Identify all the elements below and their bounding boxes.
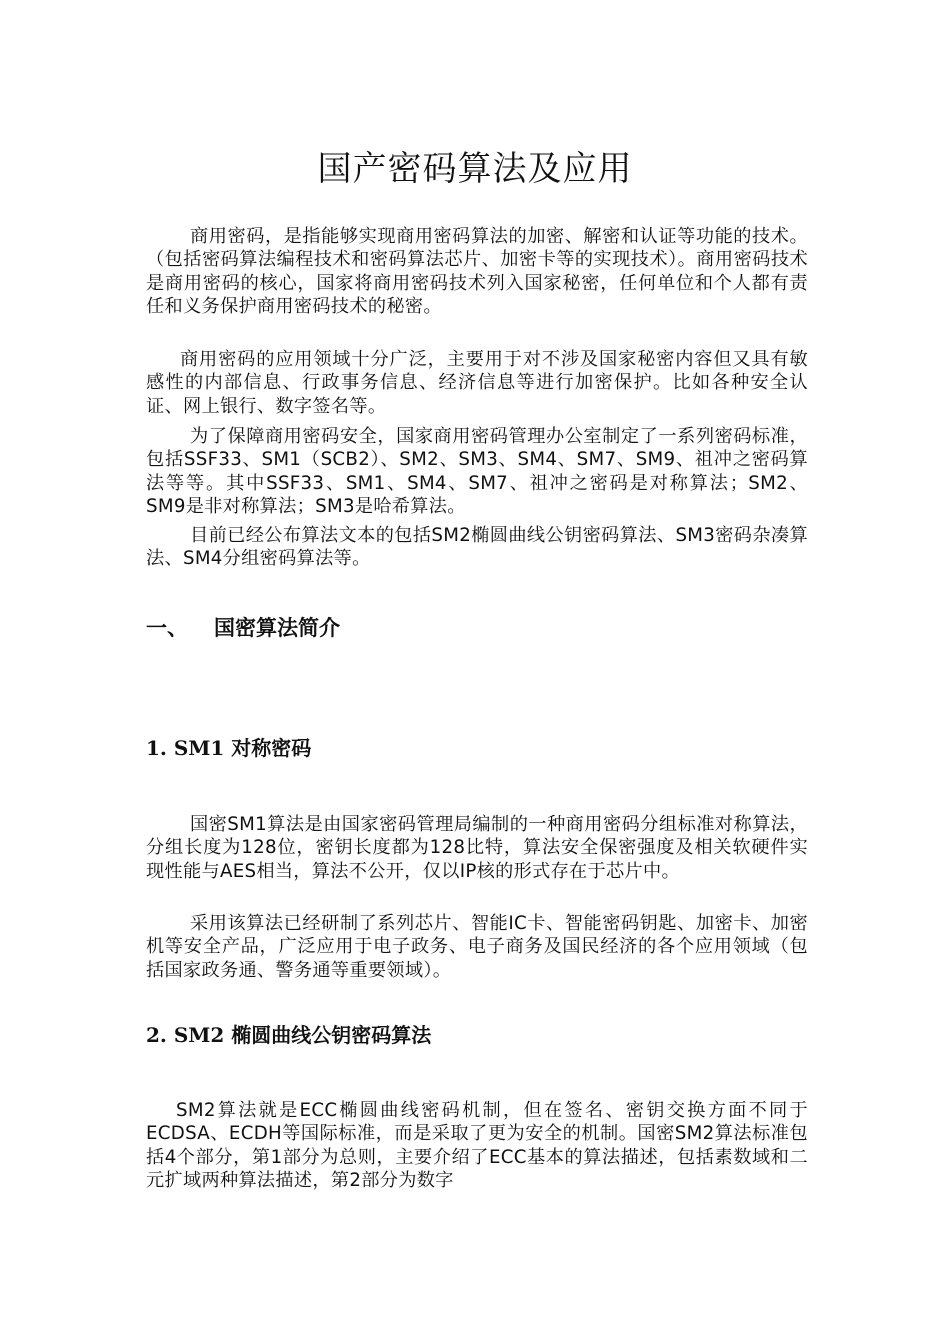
section-heading-1	[146, 613, 340, 643]
intro-paragraph-4: 目前已经公布算法文本的包括SM2椭圆曲线公钥密码算法、SM3密码杂凑算法、SM4分组密码算法等。	[146, 525, 808, 570]
intro-paragraph-1: 商用密码，是指能够实现商用密码算法的加密、解密和认证等功能的技术。（包括密码算法编程技术和密码算法芯片、加密卡等的实现技术）。商用密码技术是商用密码的核心，国家将商用密码技术列入国家秘密，任何单位和个人都有责任和义务保护商用密码技术的秘密。	[146, 226, 808, 318]
sm1-paragraph-2: 采用该算法已经研制了系列芯片、智能IC卡、智能密码钥匙、加密卡、加密机等安全产品，广泛应用于电子政务、电子商务及国民经济的各个应用领域（包括国家政务通、警务通等重要领域）。	[146, 913, 808, 981]
intro-paragraph-2: 商用密码的应用领域十分广泛，主要用于对不涉及国家秘密内容但又具有敏感性的内部信息、行政事务信息、经济信息等进行加密保护。比如各种安全认证、网上银行、数字签名等。	[146, 349, 808, 417]
document-title: 国产密码算法及应用	[317, 149, 633, 189]
sm1-paragraph-1: 国密SM1算法是由国家密码管理局编制的一种商用密码分组标准对称算法，分组长度为128位，密钥长度都为128比特，算法安全保密强度及相关软硬件实现性能与AES相当，算法不公开，仅以IP核的形式存在于芯片中。	[146, 814, 808, 882]
intro-paragraph-3: 为了保障商用密码安全，国家商用密码管理办公室制定了一系列密码标准，包括SSF33、SM1（SCB2）、SM2、SM3、SM4、SM7、SM9、祖冲之密码算法等等。其中SSF33、SM1、SM4、SM7、祖冲之密码是对称算法；SM2、SM9是非对称算法；SM3是哈希算法。	[146, 426, 808, 518]
sm1-heading: 1. SM1 对称密码	[146, 736, 312, 760]
section-number: 一、	[146, 616, 188, 640]
section-heading-text: 国密算法简介	[214, 616, 340, 640]
sm2-paragraph-1: SM2算法就是ECC椭圆曲线密码机制，但在签名、密钥交换方面不同于ECDSA、ECDH等国际标准，而是采取了更为安全的机制。国密SM2算法标准包括4个部分，第1部分为总则，主要介绍了ECC基本的算法描述，包括素数域和二元扩域两种算法描述，第2部分为数字	[146, 1100, 808, 1192]
sm2-heading: 2. SM2 椭圆曲线公钥密码算法	[146, 1023, 432, 1047]
